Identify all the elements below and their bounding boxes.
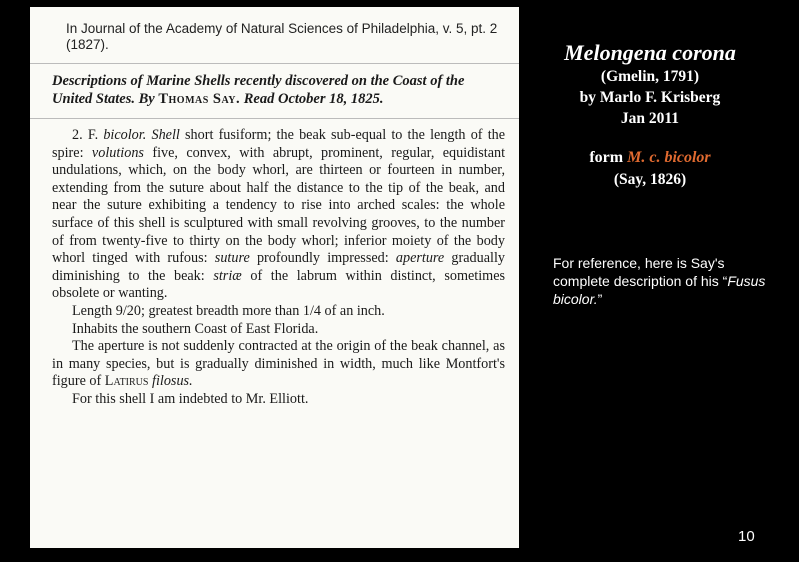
scanned-document-page	[30, 7, 519, 548]
term-volutions: volutions	[91, 144, 144, 161]
desc-text-d: gradually diminishing to the beak:	[52, 250, 505, 284]
species-name: bicolor.	[103, 127, 147, 143]
genus-latirus: Latirus	[104, 373, 149, 390]
term-striae: striæ	[213, 267, 242, 284]
aperture-text: The aperture is not suddenly contracted at the origin of the beak channel, as in many species, but is gradually diminished in width, much like Montfort's figure of	[52, 338, 505, 390]
form-name: M. c. bicolor	[627, 149, 711, 166]
reference-note	[553, 254, 783, 308]
term-suture: suture	[214, 250, 250, 267]
by-line: by Marlo F. Krisberg	[579, 89, 721, 106]
species-title: Melongena corona	[564, 40, 736, 65]
description-paragraph	[52, 127, 505, 303]
desc-text-b: five, convex, with abrupt, prominent, regular, equidistant undulations, which, on the body whorl, are thirteen or fourteen in number, extending from the suture about half the distance to the tip of the beak, and near the suture exhibiting a tendency to rise into arched scales: the whole surface of this shell is sculptured with small revolving grooves, to the number of from twenty-five to thirty on the body whorl; inferior moiety of the body whorl tinged with rufous:	[52, 144, 506, 267]
ref-end: ”	[597, 291, 603, 307]
species-filosus: filosus.	[152, 373, 193, 390]
term-aperture: aperture	[395, 250, 445, 267]
article-author: Thomas Say.	[158, 90, 241, 107]
date: Jan 2011	[620, 110, 680, 127]
desc-text-a: short fusiform; the beak sub-equal to the length of the spire:	[52, 127, 506, 161]
ref-text: For reference, here is Say's complete description of his “	[553, 255, 728, 289]
citation: In Journal of the Academy of Natural Sciences of Philadelphia, v. 5, pt. 2 (1827).	[66, 21, 498, 52]
form-author: (Say, 1826)	[613, 171, 687, 188]
form-line	[530, 147, 770, 169]
form-label: form	[589, 149, 624, 166]
article-title-text: Descriptions of Marine Shells recently discovered on the Coast of the United States. By	[52, 73, 465, 107]
article-title	[52, 73, 505, 108]
description-body	[52, 127, 505, 409]
divider-bottom	[30, 118, 519, 119]
divider-top	[30, 63, 519, 64]
slide-title-block	[530, 40, 770, 190]
ref-italic: Fusus bicolor.	[553, 273, 766, 307]
page-number: 10	[738, 528, 755, 545]
term-shell: Shell	[151, 127, 180, 143]
author-year: (Gmelin, 1791)	[600, 68, 700, 85]
desc-text-e: of the labrum within distinct, sometimes obsolete or wanting.	[52, 267, 506, 302]
inhabits-line: Inhabits the southern Coast of East Florida.	[72, 320, 319, 337]
elliott-line: For this shell I am indebted to Mr. Elliott.	[72, 390, 309, 407]
species-number: 2. F.	[72, 127, 99, 143]
article-read-date: Read October 18, 1825.	[243, 90, 384, 107]
length-line: Length 9/20; greatest breadth more than 1/4 of an inch.	[72, 302, 385, 319]
desc-text-c: profoundly impressed:	[256, 250, 389, 267]
aperture-paragraph	[52, 338, 505, 391]
